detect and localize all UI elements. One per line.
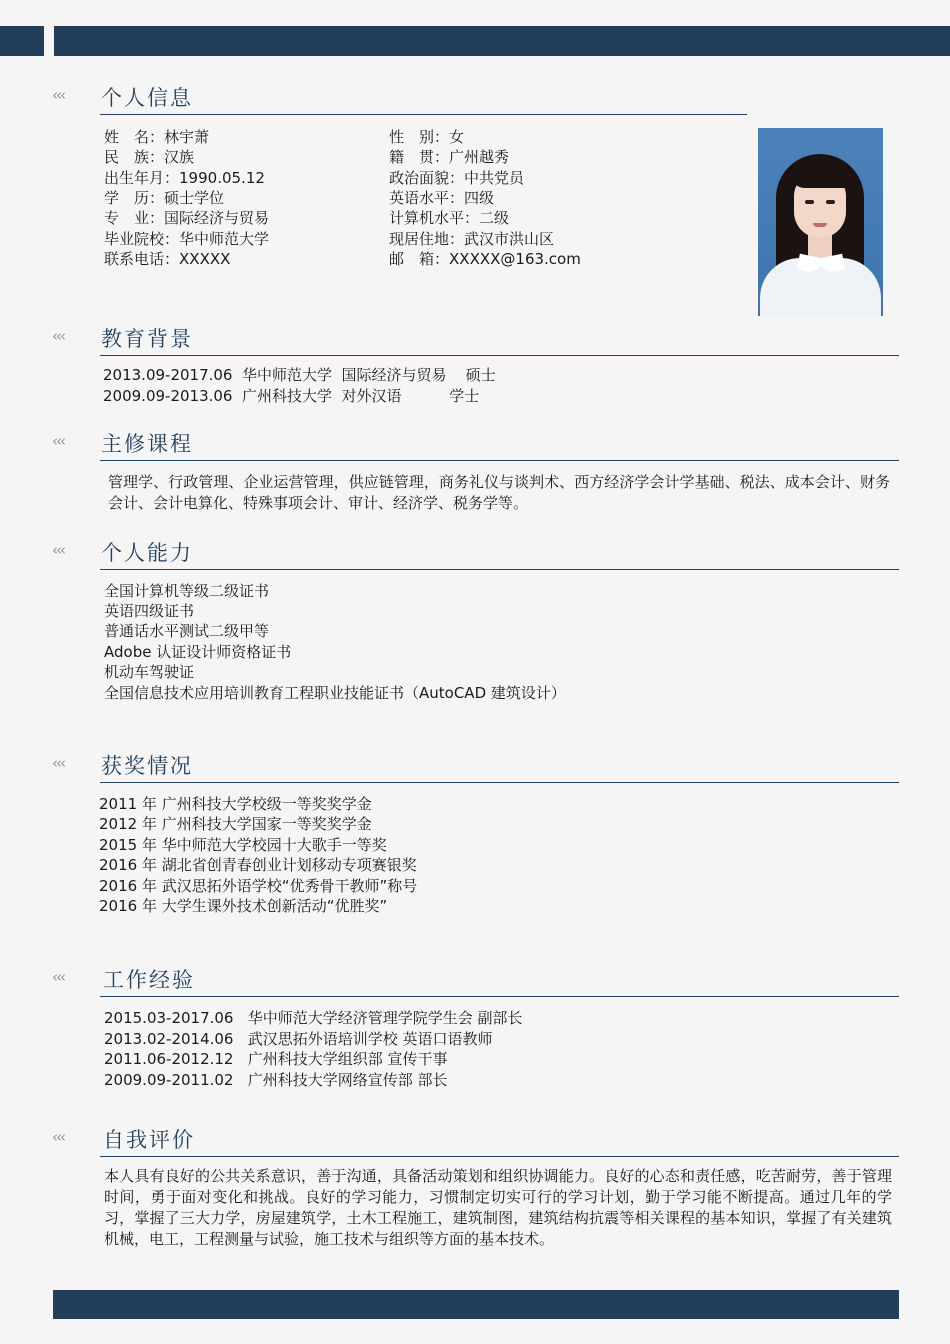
bottom-bar [53,1290,899,1319]
section-title-courses: 主修课程 [101,432,193,456]
section-title-education: 教育背景 [101,327,193,351]
chevron-icon: ‹‹‹ [52,1128,64,1146]
section-rule [100,996,899,997]
section-title-abilities: 个人能力 [101,541,193,565]
award-item: 2016 年 湖北省创青春创业计划移动专项赛银奖 [99,856,417,874]
top-bar-left [0,26,44,56]
work-item: 2015.03-2017.06 华中师范大学经济管理学院学生会 副部长 [104,1009,523,1027]
info-email: 邮 箱：XXXXX@163.com [389,250,581,268]
award-item: 2011 年 广州科技大学校级一等奖奖学金 [99,795,372,813]
section-rule [100,355,899,356]
chevron-icon: ‹‹‹ [52,327,64,345]
info-phone: 联系电话：XXXXX [104,250,231,268]
info-hometown: 籍 贯：广州越秀 [389,148,510,166]
info-degree: 学 历：硕士学位 [104,189,225,207]
profile-photo [758,128,883,316]
info-gender: 性 别：女 [389,128,465,146]
info-residence: 现居住地：武汉市洪山区 [389,230,555,248]
section-rule [100,782,899,783]
award-item: 2016 年 武汉思拓外语学校“优秀骨干教师”称号 [99,877,418,895]
ability-item: 英语四级证书 [104,602,195,620]
education-line: 2009.09-2013.06 广州科技大学 对外汉语 学士 [103,387,480,405]
chevron-icon: ‹‹‹ [52,754,64,772]
award-item: 2016 年 大学生课外技术创新活动“优胜奖” [99,897,388,915]
chevron-icon: ‹‹‹ [52,86,64,104]
section-title-personal-info: 个人信息 [101,86,193,110]
info-computer: 计算机水平：二级 [389,209,510,227]
ability-item: Adobe 认证设计师资格证书 [104,643,292,661]
info-name: 姓 名：林宇萧 [104,128,210,146]
ability-item: 全国计算机等级二级证书 [104,582,270,600]
courses-text: 管理学、行政管理、企业运营管理，供应链管理，商务礼仪与谈判术、西方经济学会计学基础、税法、成本会计、财务会计、会计电算化、特殊事项会计、审计、经济学、税务学等。 [108,473,890,512]
info-politics: 政治面貌：中共党员 [389,169,525,187]
chevron-icon: ‹‹‹ [52,968,64,986]
section-rule [100,114,747,115]
self-eval-text: 本人具有良好的公共关系意识，善于沟通，具备活动策划和组织协调能力。良好的心态和责任感，吃苦耐劳，善于管理时间，勇于面对变化和挑战。良好的学习能力，习惯制定切实可行的学习计划，勤于学习能不断提高。通过几年的学习，掌握了三大力学，房屋建筑学，土木工程施工，建筑制图，建筑结构抗震等相关课程的基本知识，掌握了有关建筑机械，电工，工程测量与试验，施工技术与组织等方面的基本技术。 [104,1167,892,1248]
section-title-work: 工作经验 [103,968,195,992]
award-item: 2012 年 广州科技大学国家一等奖奖学金 [99,815,372,833]
section-rule [100,460,899,461]
work-item: 2013.02-2014.06 武汉思拓外语培训学校 英语口语教师 [104,1030,493,1048]
chevron-icon: ‹‹‹ [52,541,64,559]
education-line: 2013.09-2017.06 华中师范大学 国际经济与贸易 硕士 [103,366,496,384]
ability-item: 全国信息技术应用培训教育工程职业技能证书（AutoCAD 建筑设计） [104,684,566,702]
info-major: 专 业：国际经济与贸易 [104,209,270,227]
info-english: 英语水平：四级 [389,189,495,207]
section-rule [100,1156,899,1157]
info-ethnicity: 民 族：汉族 [104,148,195,166]
award-item: 2015 年 华中师范大学校园十大歌手一等奖 [99,836,387,854]
ability-item: 机动车驾驶证 [104,663,195,681]
chevron-icon: ‹‹‹ [52,432,64,450]
top-bar-right [54,26,950,56]
ability-item: 普通话水平测试二级甲等 [104,622,270,640]
section-title-self-eval: 自我评价 [103,1128,195,1152]
section-title-awards: 获奖情况 [101,754,193,778]
work-item: 2009.09-2011.02 广州科技大学网络宣传部 部长 [104,1071,448,1089]
info-school: 毕业院校：华中师范大学 [104,230,270,248]
section-rule [100,569,899,570]
info-birth: 出生年月：1990.05.12 [104,169,265,187]
work-item: 2011.06-2012.12 广州科技大学组织部 宣传干事 [104,1050,448,1068]
